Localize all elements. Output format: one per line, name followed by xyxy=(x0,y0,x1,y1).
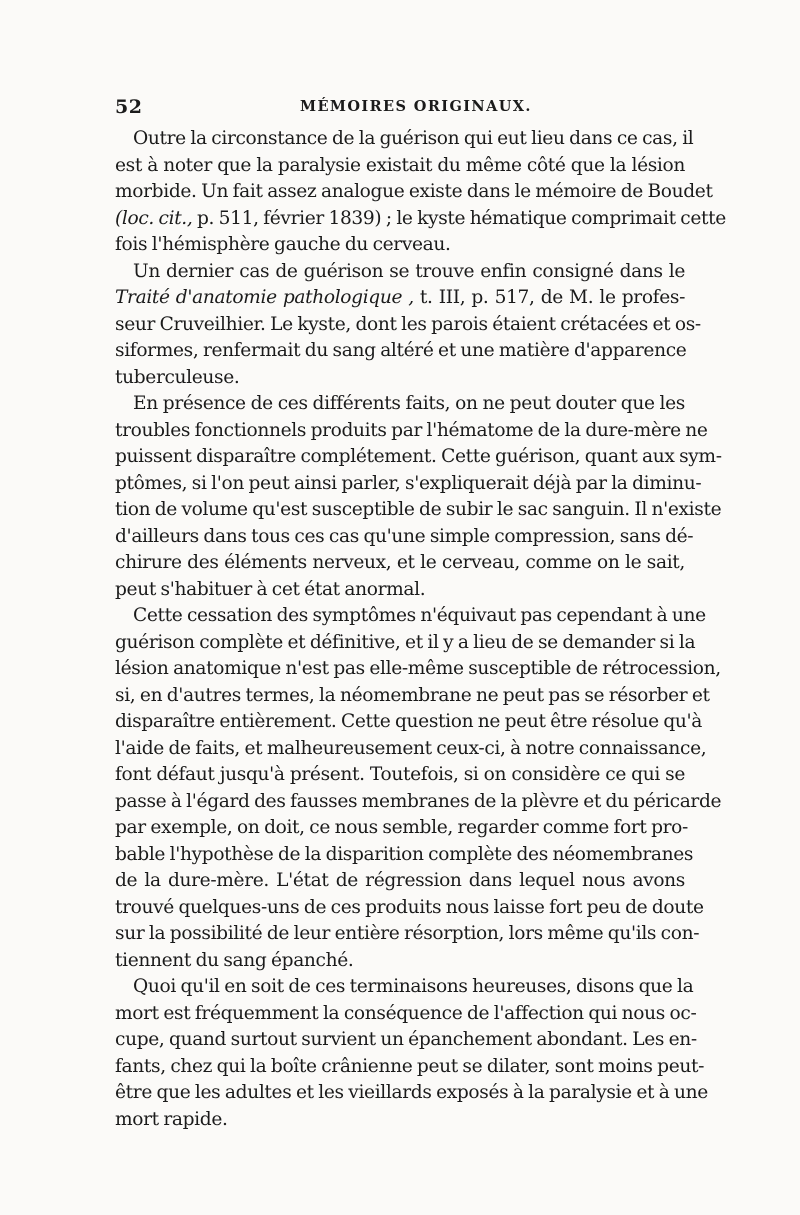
page-number: 52 xyxy=(115,96,143,118)
text-line: peut s'habituer à cet état anormal. xyxy=(115,578,426,600)
text-line xyxy=(115,206,726,233)
text-line: siformes, renfermait du sang altéré et une matière d'apparence xyxy=(115,340,687,361)
text-line-post: t. III, p. 517, de M. le profes- xyxy=(413,287,685,308)
text-line: de la dure-mère. L'état de régression dans lequel nous avons xyxy=(115,870,685,891)
text-line: tiennent du sang épanché. xyxy=(115,949,354,971)
text-line: Outre la circonstance de la guérison qui eut lieu dans ce cas, il xyxy=(133,128,694,149)
text-line: font défaut jusqu'à présent. Toutefois, si on considère ce qui se xyxy=(115,764,685,785)
text-line: Quoi qu'il en soit de ces terminaisons heureuses, disons que la xyxy=(133,976,694,997)
text-line: trouvé quelques-uns de ces produits nous laisse fort peu de doute xyxy=(115,896,704,918)
text-line xyxy=(115,285,685,312)
text-line: seur Cruveilhier. Le kyste, dont les parois étaient crétacées et os- xyxy=(115,313,701,335)
italic-citation: Traité d'anatomie pathologique , xyxy=(115,287,414,308)
text-line: d'ailleurs dans tous ces cas qu'une simple compression, sans dé- xyxy=(115,525,694,547)
running-head xyxy=(115,96,685,122)
text-line: est à noter que la paralysie existait du même côté que la lésion xyxy=(115,154,685,176)
text-line: lésion anatomique n'est pas elle-même susceptible de rétrocession, xyxy=(115,658,721,679)
text-line: fants, chez qui la boîte crânienne peut se dilater, sont moins peut- xyxy=(115,1055,705,1077)
text-line: l'aide de faits, et malheureusement ceux-ci, à notre connaissance, xyxy=(115,737,707,759)
text-line: sur la possibilité de leur entière résorption, lors même qu'ils con- xyxy=(115,923,700,944)
text-line: puissent disparaître complétement. Cette guérison, quant aux sym- xyxy=(115,446,722,467)
text-line: Un dernier cas de guérison se trouve enfin consigné dans le xyxy=(133,260,685,282)
text-line: cupe, quand surtout survient un épanchement abondant. Les en- xyxy=(115,1029,697,1050)
text-line: être que les adultes et les vieillards exposés à la paralysie et à une xyxy=(115,1082,708,1103)
text-line: si, en d'autres termes, la néomembrane ne peut pas se résorber et xyxy=(115,684,710,706)
text-line: morbide. Un fait assez analogue existe dans le mémoire de Boudet xyxy=(115,181,713,202)
text-line: En présence de ces différents faits, on ne peut douter que les xyxy=(133,393,685,414)
text-line: mort est fréquemment la conséquence de l'affection qui nous oc- xyxy=(115,1002,697,1024)
body-text xyxy=(115,126,726,1133)
text-line: tuberculeuse. xyxy=(115,366,240,388)
text-line: chirure des éléments nerveux, et le cerveau, comme on le sait, xyxy=(115,552,685,573)
text-line: tion de volume qu'est susceptible de subir le sac sanguin. Il n'existe xyxy=(115,499,722,520)
text-line: passe à l'égard des fausses membranes de la plèvre et du péricarde xyxy=(115,790,722,812)
text-line: Cette cessation des symptômes n'équivaut pas cependant à une xyxy=(133,605,706,626)
text-line-post: p. 511, février 1839) ; le kyste hématique comprimait cette xyxy=(192,207,726,229)
text-line: guérison complète et définitive, et il y a lieu de se demander si la xyxy=(115,631,696,653)
text-line: par exemple, on doit, ce nous semble, regarder comme fort pro- xyxy=(115,817,688,838)
italic-citation: (loc. cit., xyxy=(115,207,193,229)
text-line: fois l'hémisphère gauche du cerveau. xyxy=(115,234,451,255)
text-line: mort rapide. xyxy=(115,1108,228,1130)
text-line: bable l'hypothèse de la disparition complète des néomembranes xyxy=(115,843,694,865)
running-title: MÉMOIRES ORIGINAUX. xyxy=(300,98,532,115)
text-line: troubles fonctionnels produits par l'hématome de la dure-mère ne xyxy=(115,419,708,441)
text-line: disparaître entièrement. Cette question ne peut être résolue qu'à xyxy=(115,711,703,732)
text-line: ptômes, si l'on peut ainsi parler, s'expliquerait déjà par la diminu- xyxy=(115,472,702,494)
